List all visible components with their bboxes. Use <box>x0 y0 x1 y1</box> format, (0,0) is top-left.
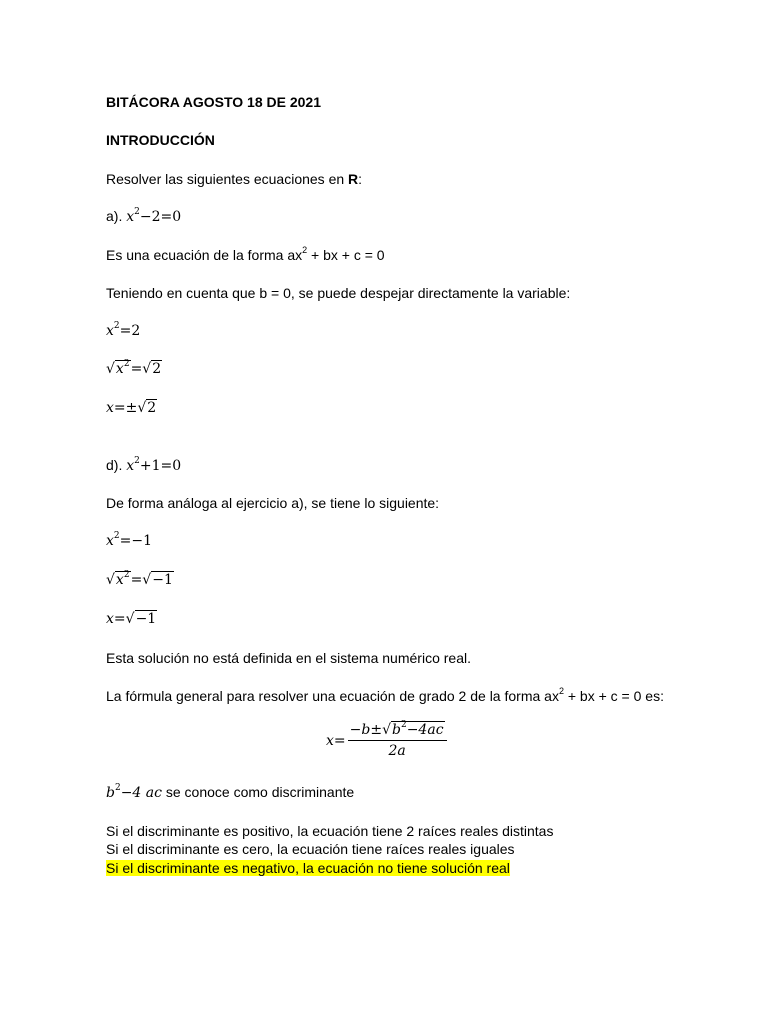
d-step3-var: x <box>106 611 114 627</box>
intro-suffix: : <box>358 171 363 187</box>
d-sqrt-x-squared: $√x^2$ <box>106 570 130 588</box>
part-a-step2: $√x^2=√2$ <box>106 359 162 377</box>
highlighted-text: Si el discriminante es negativo, la ecuación no tiene solución real <box>106 860 510 876</box>
formula-fraction <box>348 722 447 759</box>
part-a-step3-rhs: 2 <box>147 400 157 416</box>
sqrt-two-result: √2 <box>137 400 157 416</box>
part-a-step3: x=±√2 <box>106 400 157 416</box>
part-a-expression <box>126 209 181 225</box>
part-a-label: a). <box>106 208 127 224</box>
part-d-rest: +1=0 <box>139 458 182 474</box>
part-a-step2-rhs: 2 <box>152 361 162 377</box>
sqrt-var: x <box>115 361 124 377</box>
part-d-step3: x=√−1 <box>106 611 157 627</box>
document-title: BITÁCORA AGOSTO 18 DE 2021 <box>106 94 321 110</box>
part-d-conclusion: Esta solución no está definida en el sistema numérico real. <box>106 650 471 666</box>
d-step-exp: 2 <box>113 531 120 542</box>
disc-exp: 2 <box>114 783 121 794</box>
discriminant-text: se conoce como discriminante <box>161 784 355 800</box>
formula-numerator <box>348 722 447 740</box>
formula-rad-b: b <box>392 722 401 738</box>
part-d-var: x <box>126 458 135 474</box>
disc-rest: −4 ac <box>120 785 162 801</box>
intro-prefix: Resolver las siguientes ecuaciones en <box>106 171 349 187</box>
part-d-equation <box>106 456 181 475</box>
part-a-note: Teniendo en cuenta que b = 0, se puede despejar directamente la variable: <box>106 285 571 301</box>
general-formula-intro <box>106 687 664 705</box>
part-a-equation <box>106 207 181 226</box>
case-positive: Si el discriminante es positivo, la ecuación tiene 2 raíces reales distintas <box>106 823 554 839</box>
part-d-exp: 2 <box>134 456 140 467</box>
formula-rad-rest: −4ac <box>406 722 444 738</box>
step-exp: 2 <box>113 321 120 332</box>
d-sqrt-var: x <box>115 572 124 588</box>
general-exp: 2 <box>558 686 564 697</box>
general-suffix: + bx + c = 0 es: <box>563 688 664 704</box>
discriminant-expression <box>106 785 162 801</box>
sqrt-two: √2 <box>142 361 162 377</box>
part-d-step2-rhs: −1 <box>152 572 173 588</box>
step3-var: x <box>106 400 114 416</box>
part-d-label: d). <box>106 457 127 473</box>
discriminant-line <box>106 783 354 802</box>
part-a-rest: −2=0 <box>139 209 182 225</box>
step-var: x <box>106 323 114 339</box>
part-a-var: x <box>126 209 135 225</box>
formula-rad-exp: 2 <box>400 720 407 731</box>
formula-lhs: x= <box>326 732 346 749</box>
intro-paragraph <box>106 170 362 188</box>
section-heading: INTRODUCCIÓN <box>106 132 215 148</box>
real-set-symbol: R <box>348 171 359 187</box>
formula-denominator: 2a <box>388 743 406 759</box>
part-a-step1 <box>106 322 140 340</box>
sqrt-exp: 2 <box>123 359 130 370</box>
form-description <box>106 246 385 264</box>
sqrt-minus-one-result: √−1 <box>125 611 157 627</box>
form-exp: 2 <box>302 245 308 256</box>
formula-num-prefix: −b± <box>349 722 383 738</box>
form-suffix: + bx + c = 0 <box>307 247 385 263</box>
disc-b: b <box>106 785 115 801</box>
form-prefix: Es una ecuación de la forma ax <box>106 247 303 263</box>
d-sqrt-exp: 2 <box>123 570 130 581</box>
part-d-step3-rhs: −1 <box>135 611 157 627</box>
general-prefix: La fórmula general para resolver una ecuación de grado 2 de la forma ax <box>106 688 559 704</box>
part-d-expression <box>126 458 181 474</box>
d-step-var: x <box>106 533 114 549</box>
part-d-step1 <box>106 532 152 550</box>
part-d-note: De forma análoga al ejercicio a), se tiene lo siguiente: <box>106 495 440 511</box>
part-d-step1-rhs: =−1 <box>119 533 153 549</box>
case-negative-highlighted <box>106 859 510 877</box>
part-a-exp: 2 <box>134 207 140 218</box>
formula-sqrt: $√b^2-4ac$ <box>382 720 444 738</box>
quadratic-formula <box>326 722 447 759</box>
sqrt-x-squared: $√x^2$ <box>106 359 130 377</box>
part-d-step2: $√x^2=√-1$ <box>106 570 173 588</box>
case-zero: Si el discriminante es cero, la ecuación tiene raíces reales iguales <box>106 841 515 857</box>
part-a-step1-rhs: =2 <box>119 323 141 339</box>
sqrt-minus-one: √−1 <box>142 572 173 588</box>
